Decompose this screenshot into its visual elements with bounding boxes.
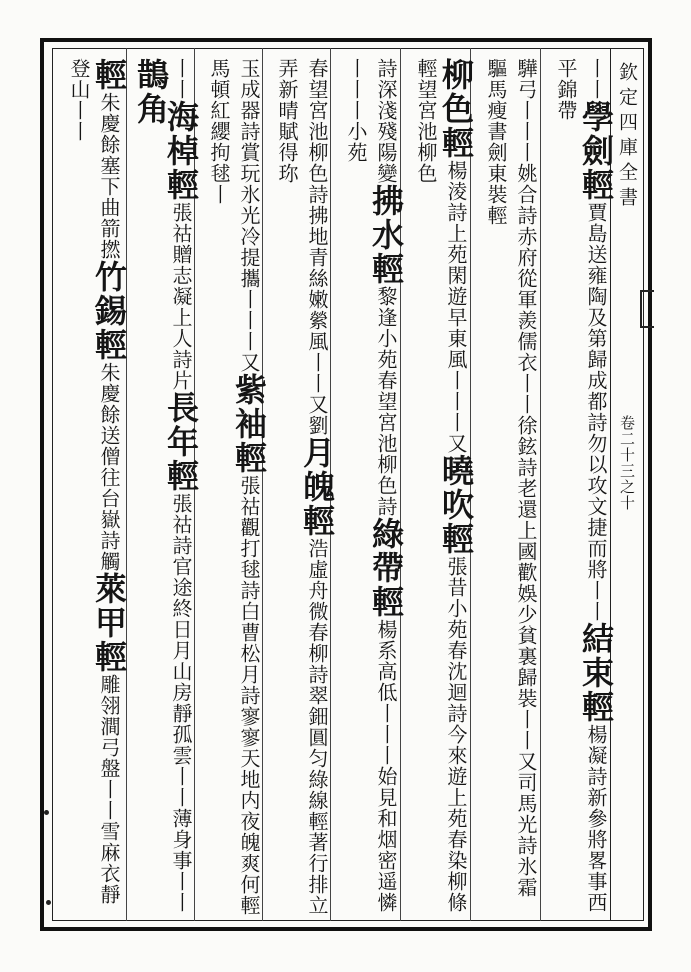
annotation-text: 又 — [444, 433, 468, 454]
text-column — [266, 58, 336, 916]
scan-speck — [46, 900, 51, 905]
headword-entry: 柳色輕 — [437, 58, 475, 160]
annotation-text: 姚合詩赤府從軍羨儒衣丨丨 — [514, 163, 538, 415]
headword-entry: 長年輕 — [162, 391, 200, 493]
annotation-text: 勿以攻文捷而將丨丨 — [584, 433, 608, 622]
annotation-text: 浩虛舟 — [305, 538, 329, 601]
headword-entry: 結束輕 — [577, 622, 615, 724]
annotation-text: 黎逢小苑春望宮池柳色詩 — [374, 286, 398, 517]
annotation-text: 月山房靜孤雲丨丨 — [169, 640, 193, 808]
headword-entry: 曉吹輕 — [437, 454, 475, 556]
text-column — [405, 58, 475, 916]
volume-number: 卷二十三之十 — [618, 415, 636, 511]
annotation-text: 春望宮池柳色詩拂地青絲嫩縈風丨丨 — [305, 58, 329, 394]
headword-entry: 竹錫輕 — [90, 260, 128, 362]
annotation-text: 畧事西平錦帶 — [554, 58, 608, 913]
annotation-text: 朱慶餘送僧往台嶽詩觸 — [97, 362, 121, 572]
annotation-text: 高低丨丨丨 — [374, 661, 398, 766]
annotation-text: 始見和烟密遥憐丨丨丨 — [344, 58, 398, 913]
annotation-text: 詩深淺殘陽變 — [374, 58, 398, 184]
annotation-text: 歡娛少貧裏歸裝丨丨 — [514, 562, 538, 751]
text-column — [130, 58, 200, 916]
annotation-text: 沈迴詩今來遊上苑春染柳條輕 — [414, 58, 468, 913]
annotation-text: 丨丨 — [584, 58, 608, 100]
annotation-text: 賦得珎 — [275, 121, 299, 184]
headword-entry: 萊甲輕 — [90, 572, 128, 674]
headword-entry: 鵲角 — [132, 58, 170, 126]
annotation-text: 張昔小苑春 — [444, 556, 468, 661]
headword-entry: 綠帶輕 — [367, 517, 405, 619]
annotation-text: 楊系 — [374, 619, 398, 661]
annotation-text: 徐鉉詩老還上國 — [514, 415, 538, 562]
headword-entry: 海棹輕 — [162, 100, 200, 202]
annotation-text: 楊淩詩上苑閑遊早東風丨丨丨 — [444, 160, 468, 433]
annotation-text: 玉成器詩賞玩氷光冷提攜丨丨丨 — [237, 58, 261, 352]
headword-entry: 紫袖輕 — [230, 373, 268, 475]
column-divider — [126, 48, 127, 921]
annotation-text: 又劉 — [305, 394, 329, 436]
annotation-text: 小苑 — [344, 121, 368, 163]
annotation-text: 馬頓紅纓拘毬丨 — [207, 58, 231, 205]
book-title: 欽定四庫全書 — [616, 62, 638, 212]
fish-tail-mark — [640, 290, 654, 328]
annotation-text: 賈島送雍陶及第歸成都詩 — [584, 202, 608, 433]
headword-entry: 拂水輕 — [367, 184, 405, 286]
text-column — [58, 58, 128, 916]
annotation-text: 雕翎澗弓盤丨丨 — [97, 674, 121, 821]
annotation-text: 又司馬光詩氷霜驅馬瘦書劍東裝輕 — [484, 58, 538, 898]
headword-entry: 輕 — [90, 58, 128, 92]
annotation-text: 雪麻衣靜登山丨丨 — [67, 58, 121, 905]
annotation-text: 薄身事丨丨 — [169, 808, 193, 913]
annotation-text: 楊凝詩新參將 — [584, 724, 608, 850]
annotation-text: 微春柳詩翠鈿圓匀綠線輕著行排立弄新晴 — [275, 58, 329, 916]
headword-entry: 學劍輕 — [577, 100, 615, 202]
annotation-text: 驊弓丨丨丨 — [514, 58, 538, 163]
text-column — [198, 58, 268, 916]
text-column — [335, 58, 405, 916]
annotation-text: 曹松月詩寥寥天地内夜魄爽何輕 — [237, 622, 261, 916]
annotation-text: 張祜贈志凝上人詩片 — [169, 202, 193, 391]
headword-entry: 月魄輕 — [298, 436, 336, 538]
annotation-text: 張祜詩官途終日 — [169, 493, 193, 640]
text-column — [545, 58, 615, 916]
annotation-text: 朱慶餘塞下曲箭撚 — [97, 92, 121, 260]
annotation-text: 張祜觀打毬詩白 — [237, 475, 261, 622]
annotation-text: 丨丨 — [169, 58, 193, 100]
text-column — [475, 58, 541, 916]
annotation-text: 又 — [237, 352, 261, 373]
annotation-text: 望宮池柳色 — [414, 79, 438, 184]
scan-speck — [44, 810, 49, 815]
